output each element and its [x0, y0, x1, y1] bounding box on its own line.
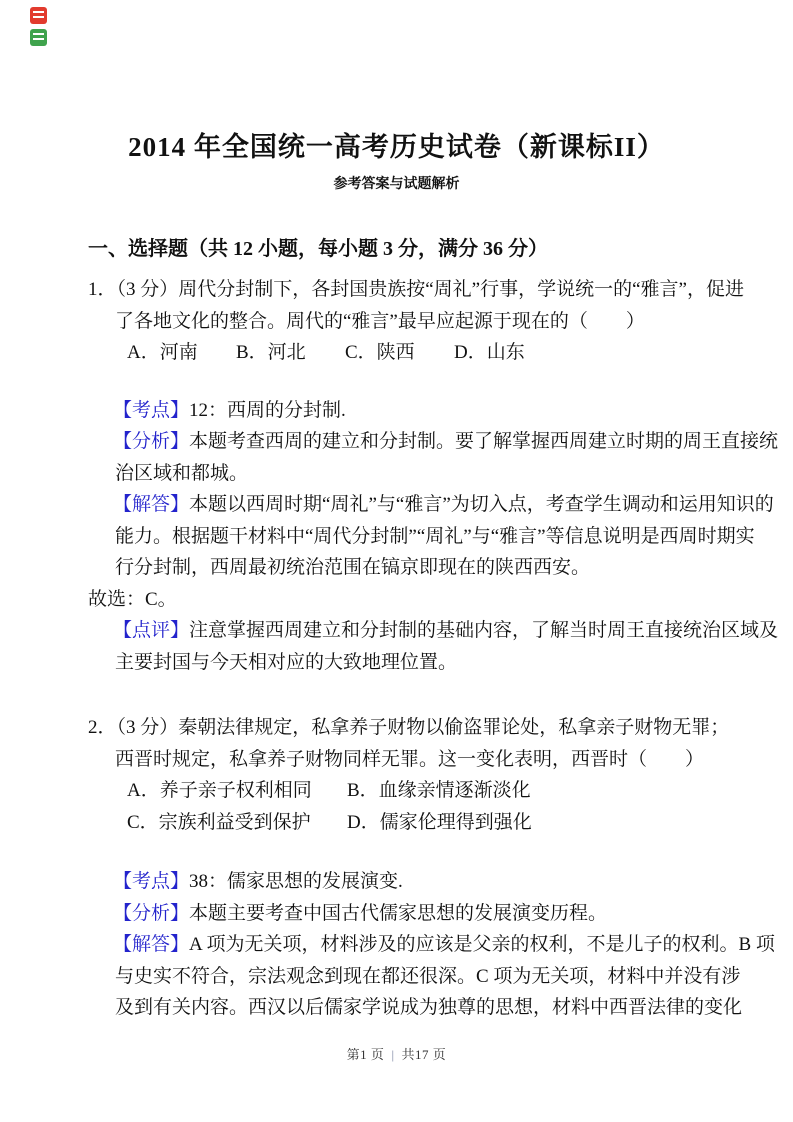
q1-dianping-text1: 注意掌握西周建立和分封制的基础内容，了解当时周王直接统治区域及	[189, 620, 779, 641]
q2-fenxi-text1: 本题主要考查中国古代儒家思想的发展演变历程。	[189, 902, 608, 924]
q1-option-d: D．山东	[454, 342, 525, 363]
footer-page-total: 共17 页	[401, 1047, 447, 1062]
red-document-icon	[30, 7, 47, 24]
q1-kaodian-line	[88, 395, 707, 427]
q1-option-b: B．河北	[236, 342, 306, 363]
corner-icons	[30, 7, 48, 51]
q2-kaodian-text: 38：儒家思想的发展演变.	[189, 871, 403, 892]
q1-jieda-line1	[88, 489, 774, 521]
q2-stem-line1: 2．（3 分）秦朝法律规定，私拿养子财物以偷盗罪论处，私拿亲子财物无罪；	[88, 717, 730, 738]
q1-jieda-text1: 本题以西周时期“周礼”与“雅言”为切入点，考查学生调动和运用知识的	[189, 494, 774, 515]
q1-stem-line1: 1．（3 分）周代分封制下，各封国贵族按“周礼”行事，学说统一的“雅言”，促进	[88, 279, 744, 300]
q1-answer-line: 故选：C。	[88, 588, 177, 610]
green-document-icon	[30, 29, 47, 46]
q1-jieda-line3: 行分封制，西周最初统治范围在镐京即现在的陕西西安。	[115, 557, 591, 578]
jieda-label: 【解答】	[113, 494, 190, 515]
q2-fenxi-line1	[88, 898, 707, 930]
footer-separator: |	[391, 1047, 395, 1062]
q2-jieda-line3: 及到有关内容。西汉以后儒家学说成为独尊的思想，材料中西晋法律的变化	[115, 997, 743, 1018]
page-title: 2014 年全国统一高考历史试卷（新课标II）	[128, 132, 665, 162]
q2-kaodian-line	[88, 866, 707, 898]
footer-page-current: 第1 页	[346, 1047, 385, 1062]
q1-fenxi-line1	[88, 426, 779, 458]
page-subtitle: 参考答案与试题解析	[333, 177, 460, 192]
q2-option-b: B．血缘亲情逐渐淡化	[347, 780, 531, 801]
q1-fenxi-line2: 治区域和都城。	[115, 462, 249, 484]
q2-option-d: D．儒家伦理得到强化	[347, 811, 532, 833]
q1-stem-line2: 了各地文化的整合。周代的“雅言”最早应起源于现在的（ ）	[115, 310, 645, 332]
fenxi-label: 【分析】	[113, 902, 190, 924]
q2-jieda-text1: A 项为无关项，材料涉及的应该是父亲的权利，不是儿子的权利。B 项	[189, 934, 775, 955]
q1-option-c: C．陕西	[345, 342, 415, 363]
q2-options-row2	[88, 807, 707, 839]
q2-option-c: C．宗族利益受到保护	[127, 811, 311, 833]
q1-kaodian-text: 12：西周的分封制.	[189, 399, 346, 421]
q1-jieda-line2: 能力。根据题干材料中“周代分封制”“周礼”与“雅言”等信息说明是西周时期实	[115, 525, 755, 547]
dianping-label: 【点评】	[113, 620, 190, 641]
page-footer	[0, 1044, 793, 1063]
q1-fenxi-text1: 本题考查西周的建立和分封制。要了解掌握西周建立时期的周王直接统	[189, 431, 779, 452]
section-heading: 一、选择题（共 12 小题，每小题 3 分，满分 36 分）	[88, 238, 548, 260]
fenxi-label: 【分析】	[113, 431, 190, 452]
q2-stem-line2: 西晋时规定，私拿养子财物同样无罪。这一变化表明，西晋时（ ）	[115, 748, 705, 770]
q2-options-row1	[88, 775, 707, 807]
q1-dianping-line2: 主要封国与今天相对应的大致地理位置。	[115, 651, 458, 673]
q1-options	[88, 337, 707, 369]
kaodian-label: 【考点】	[113, 399, 190, 421]
q1-dianping-line1	[88, 615, 779, 647]
q2-jieda-line1	[88, 929, 775, 961]
document-body	[88, 234, 779, 1024]
kaodian-label: 【考点】	[113, 871, 190, 892]
q2-jieda-line2: 与史实不符合，宗法观念到现在都还很深。C 项为无关项，材料中并没有涉	[115, 965, 741, 987]
q1-option-a: A．河南	[127, 342, 198, 363]
jieda-label: 【解答】	[113, 934, 190, 955]
q2-option-a: A．养子亲子权利相同	[127, 780, 312, 801]
